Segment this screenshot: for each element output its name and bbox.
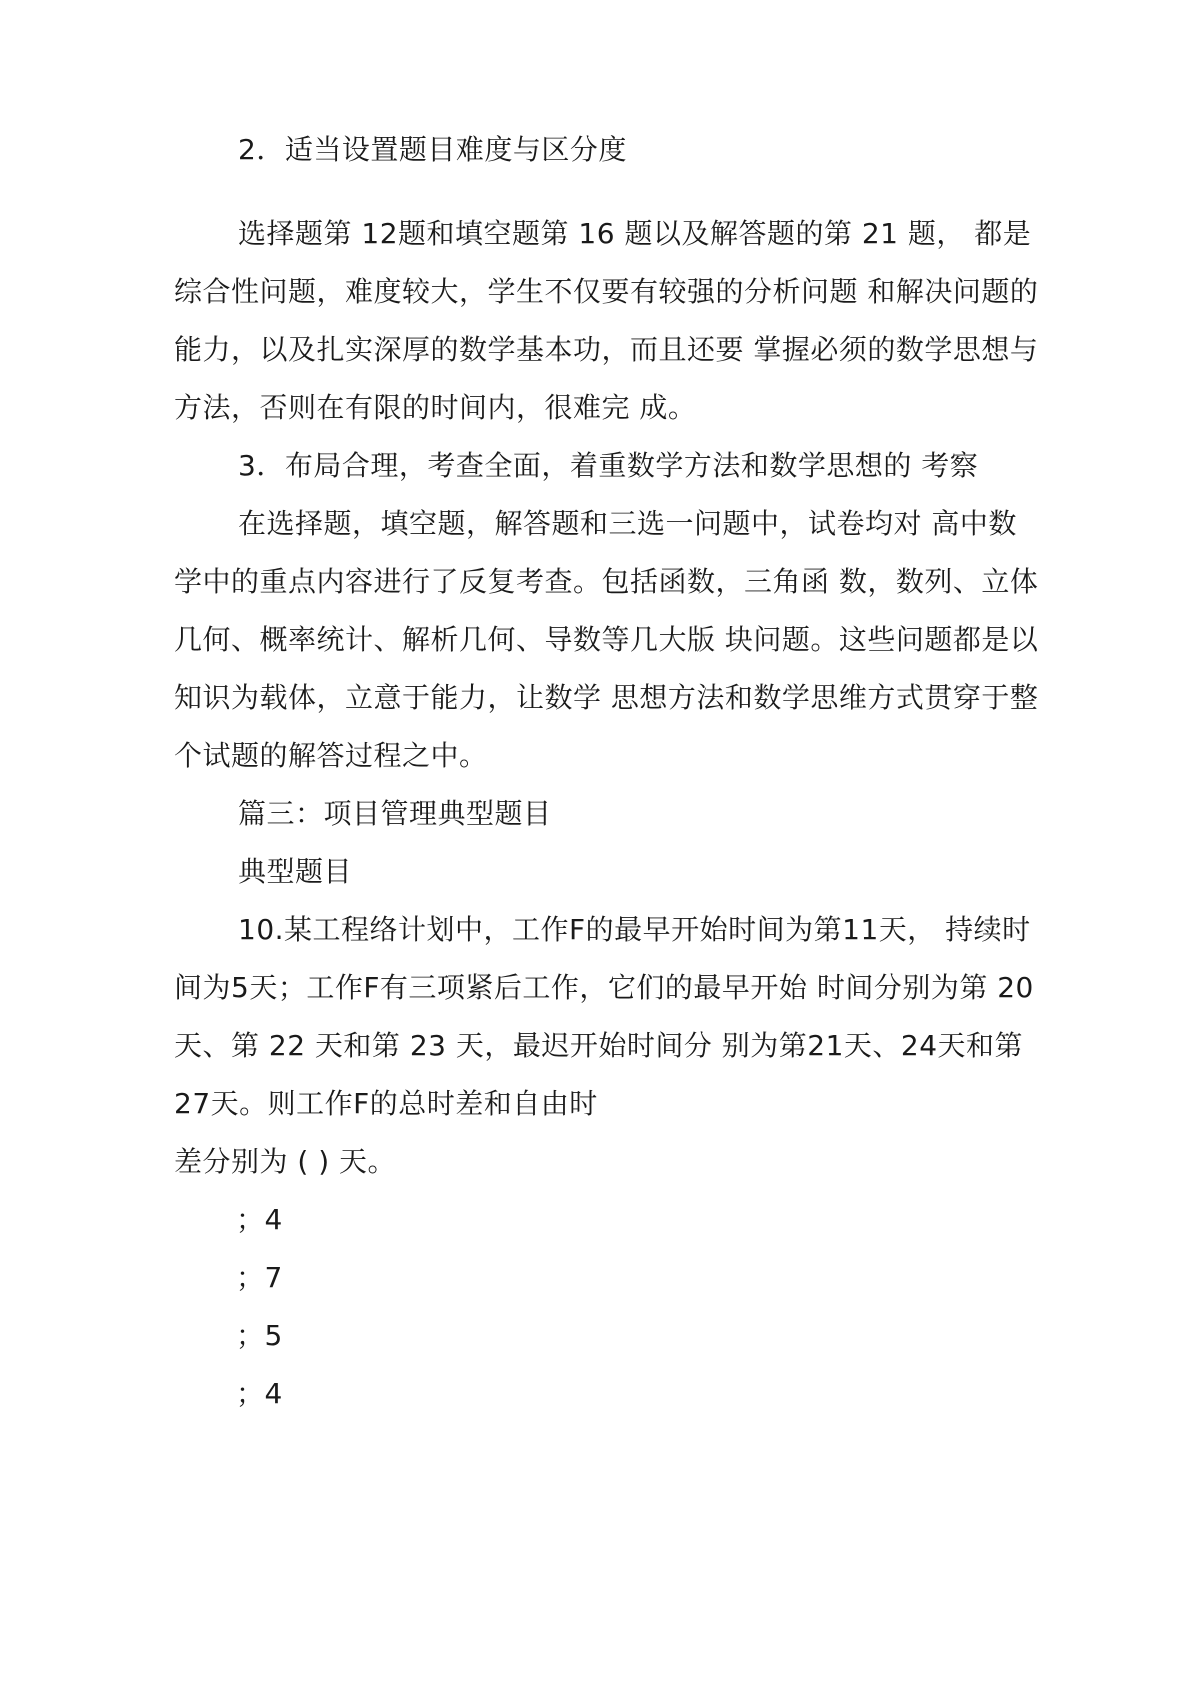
paragraph-line: 学中的重点内容进行了反复考查。包括函数，三角函 数，数列、立体	[174, 565, 1039, 598]
section-2-heading: 2．适当设置题目难度与区分度	[238, 133, 627, 166]
paragraph-line: 综合性问题，难度较大，学生不仅要有较强的分析问题 和解决问题的	[174, 275, 1039, 308]
paragraph-line: 选择题第 12题和填空题第 16 题以及解答题的第 21 题， 都是	[238, 217, 1032, 250]
question-line: 差分别为 ( ) 天。	[174, 1145, 397, 1178]
answer-option: ；5	[236, 1319, 283, 1352]
part-3-subtitle: 典型题目	[238, 855, 353, 888]
part-3-title: 篇三：项目管理典型题目	[238, 797, 552, 830]
paragraph-line: 方法，否则在有限的时间内，很难完 成。	[174, 391, 697, 424]
question-line: 间为5天；工作F有三项紧后工作，它们的最早开始 时间分别为第 20	[174, 971, 1034, 1004]
answer-option: ；4	[236, 1377, 283, 1410]
answer-option: ；4	[236, 1203, 283, 1236]
question-line: 天、第 22 天和第 23 天，最迟开始时间分 别为第21天、24天和第	[174, 1029, 1024, 1062]
paragraph-line: 在选择题，填空题，解答题和三选一问题中，试卷均对 高中数	[238, 507, 1017, 540]
paragraph-line: 能力，以及扎实深厚的数学基本功，而且还要 掌握必须的数学思想与	[174, 333, 1039, 366]
question-line: 10.某工程络计划中，工作F的最早开始时间为第11天， 持续时	[238, 913, 1031, 946]
paragraph-line: 个试题的解答过程之中。	[174, 739, 488, 772]
answer-option: ；7	[236, 1261, 283, 1294]
paragraph-line: 知识为载体，立意于能力，让数学 思想方法和数学思维方式贯穿于整	[174, 681, 1039, 714]
paragraph-line: 几何、概率统计、解析几何、导数等几大版 块问题。这些问题都是以	[174, 623, 1039, 656]
question-line: 27天。则工作F的总时差和自由时	[174, 1087, 598, 1120]
section-3-heading: 3．布局合理，考查全面，着重数学方法和数学思想的 考察	[238, 449, 979, 482]
